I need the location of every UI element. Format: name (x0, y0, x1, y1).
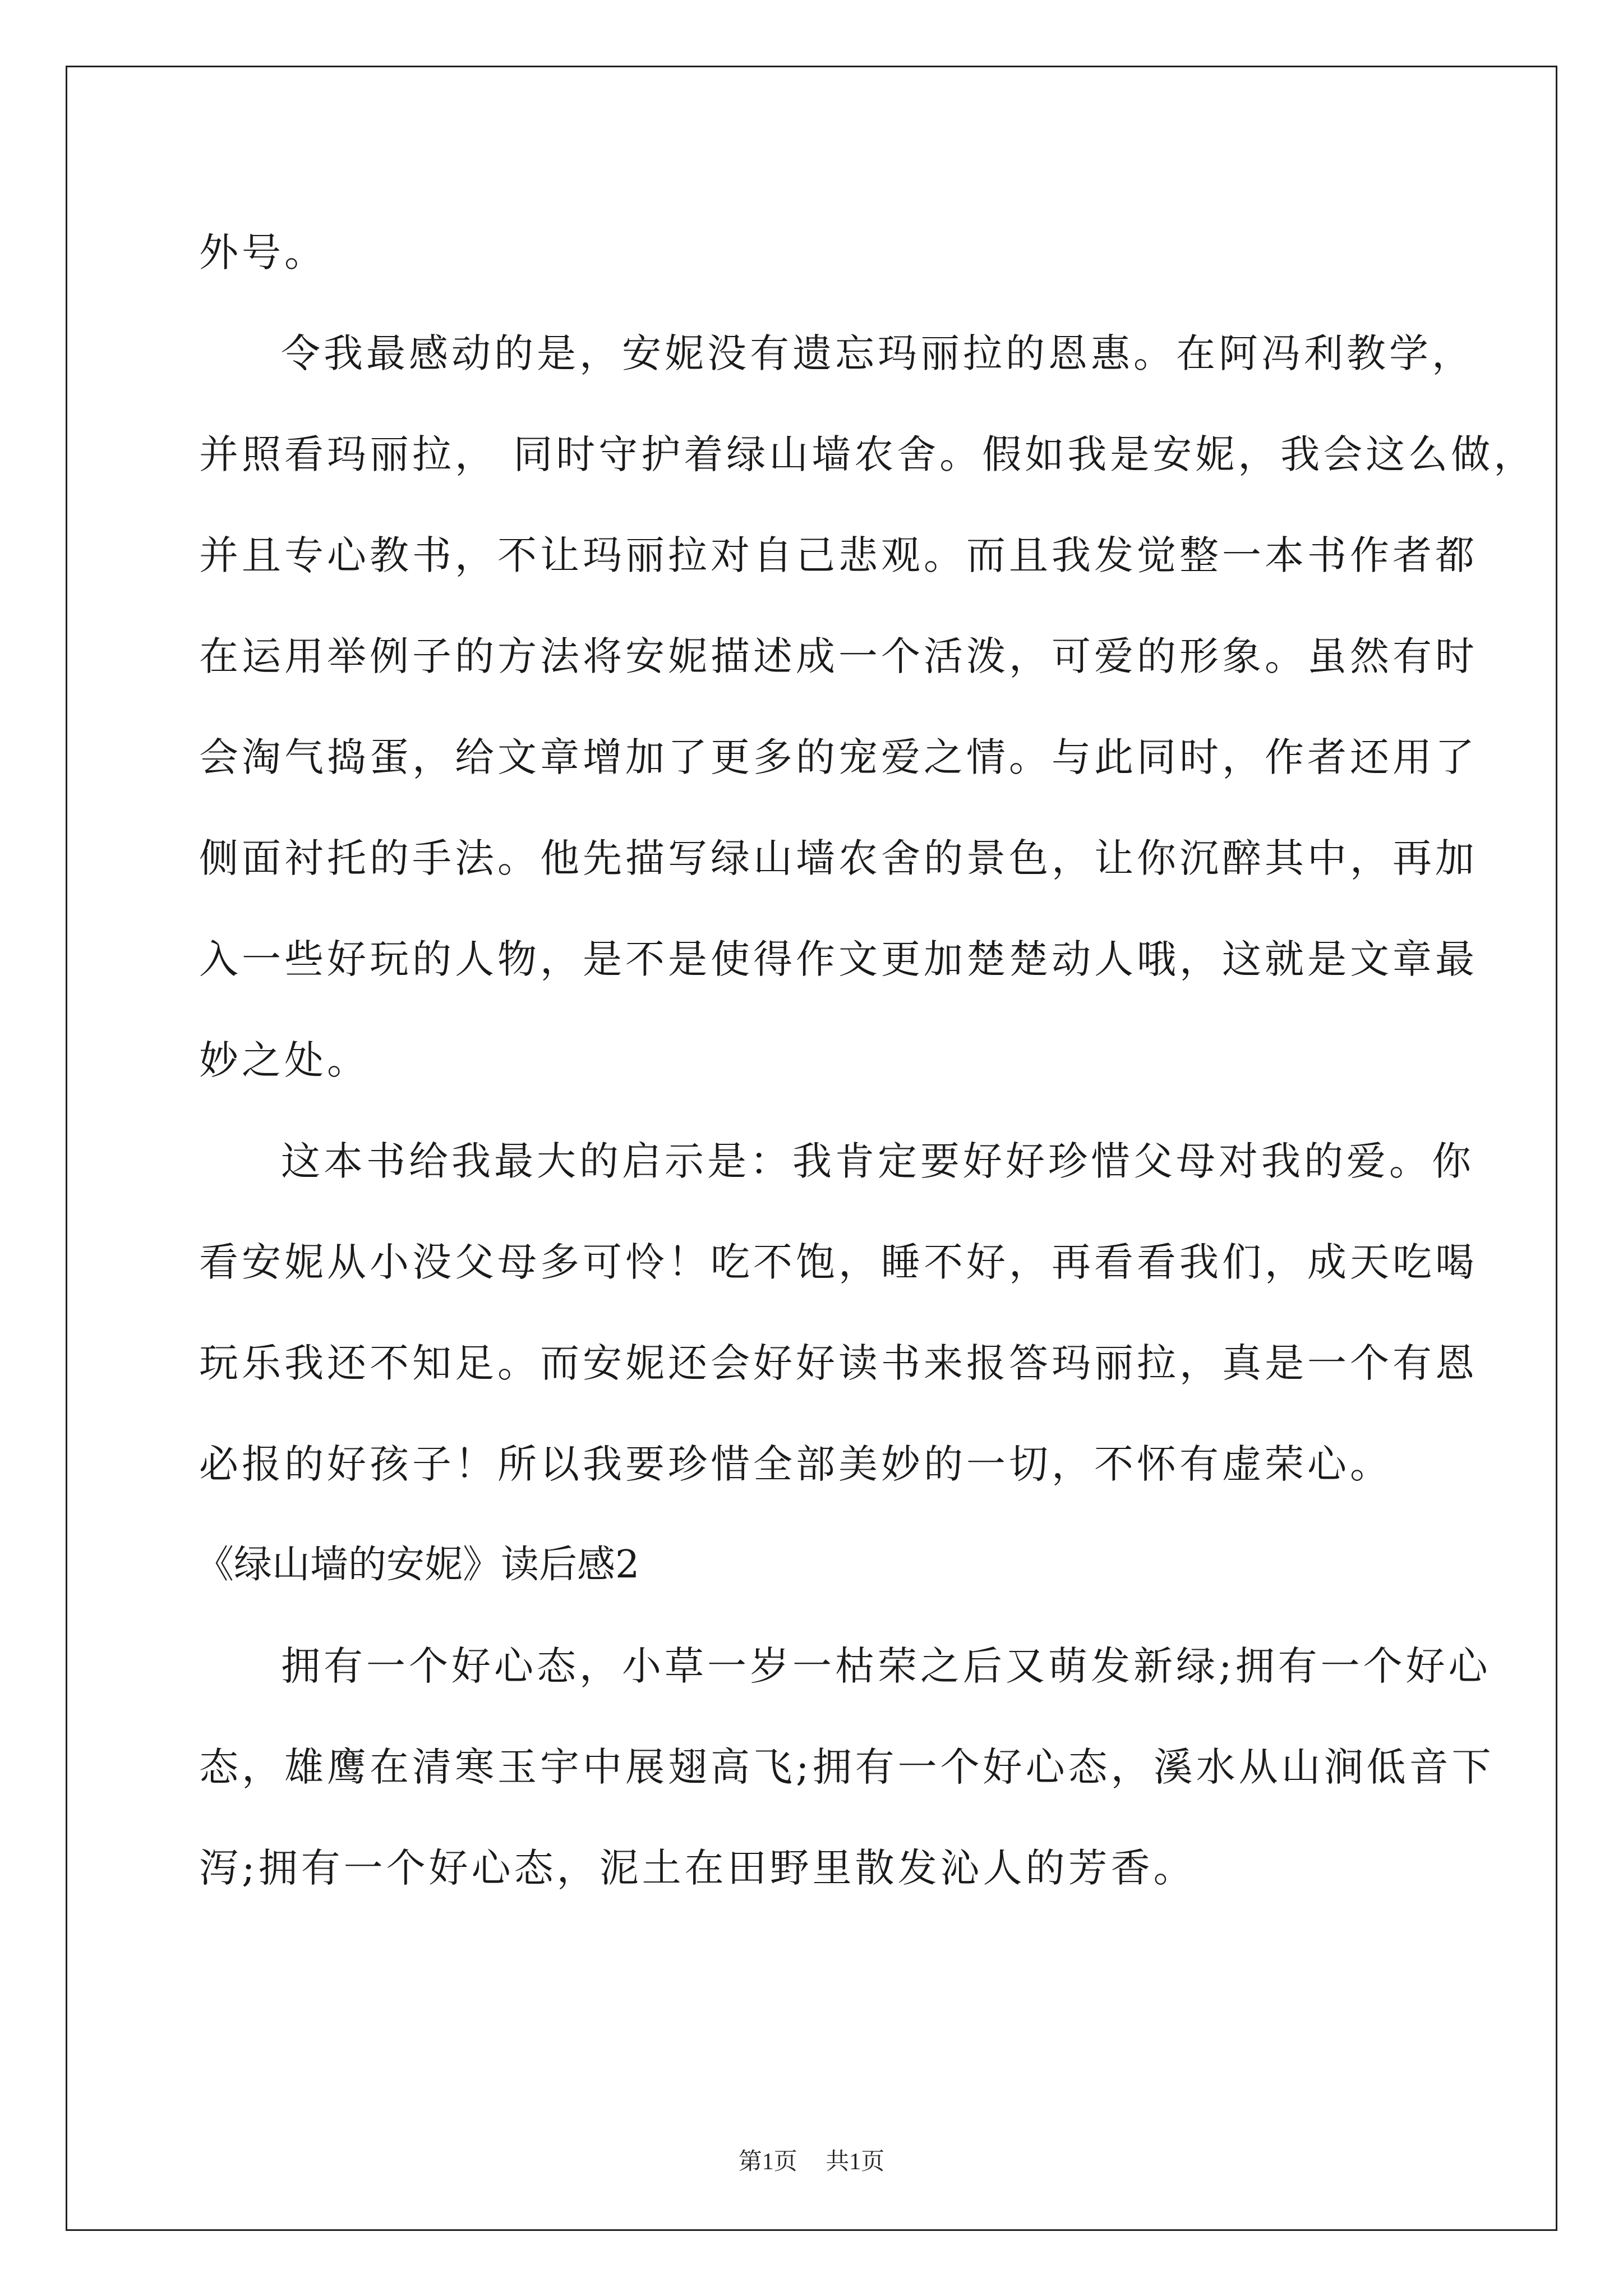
text-line: 玩乐我还不知足。而安妮还会好好读书来报答玛丽拉，真是一个有恩 (199, 1340, 1478, 1386)
text-line: 入一些好玩的人物，是不是使得作文更加楚楚动人哦，这就是文章最 (199, 936, 1478, 982)
page-total: 共1页 (826, 2149, 885, 2175)
text-line: 并且专心教书，不让玛丽拉对自己悲观。而且我发觉整一本书作者都 (199, 532, 1478, 578)
text-line: 态，雄鹰在清寒玉宇中展翅高飞;拥有一个好心态，溪水从山涧低音下 (199, 1744, 1495, 1790)
text-line: 看安妮从小没父母多可怜！吃不饱，睡不好，再看看我们，成天吃喝 (199, 1239, 1478, 1285)
text-line: 侧面衬托的手法。他先描写绿山墙农舍的景色，让你沉醉其中，再加 (199, 835, 1478, 881)
text-line: 令我最感动的是，安妮没有遗忘玛丽拉的恩惠。在阿冯利教学， (281, 330, 1474, 376)
text-line: 会淘气捣蛋，给文章增加了更多的宠爱之情。与此同时，作者还用了 (199, 734, 1478, 780)
text-line: 并照看玛丽拉， 同时守护着绿山墙农舍。假如我是安妮，我会这么做， (199, 431, 1537, 477)
text-line: 在运用举例子的方法将安妮描述成一个活泼，可爱的形象。虽然有时 (199, 633, 1478, 679)
text-line: 这本书给我最大的启示是：我肯定要好好珍惜父母对我的爱。你 (281, 1138, 1474, 1184)
page-footer (0, 2143, 1623, 2177)
section-heading: 《绿山墙的安妮》读后感2 (196, 1543, 640, 1587)
text-line: 拥有一个好心态，小草一岁一枯荣之后又萌发新绿;拥有一个好心 (281, 1643, 1491, 1689)
text-line: 妙之处。 (199, 1037, 370, 1083)
page-number: 第1页 (738, 2149, 797, 2175)
text-line: 必报的好孩子！所以我要珍惜全部美妙的一切，不怀有虚荣心。 (199, 1441, 1393, 1487)
text-line: 泻;拥有一个好心态，泥土在田野里散发沁人的芳香。 (199, 1845, 1196, 1891)
document-body (196, 202, 1537, 1918)
text-line: 外号。 (199, 229, 327, 275)
